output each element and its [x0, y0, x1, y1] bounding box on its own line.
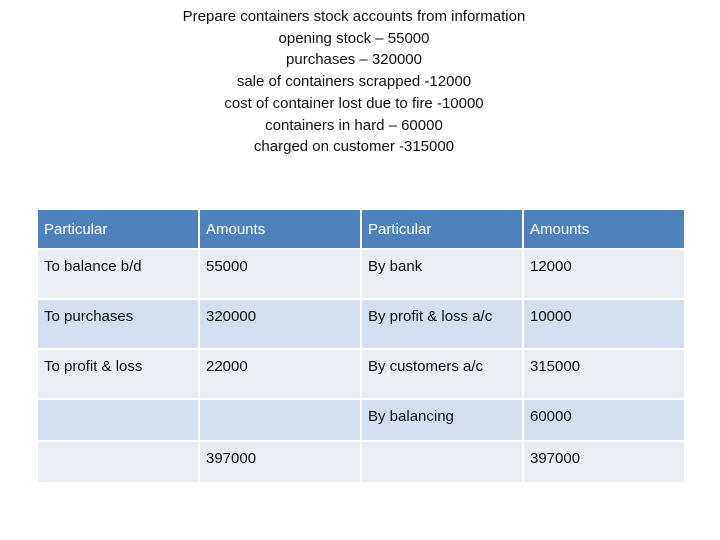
header-particular-debit: Particular — [38, 210, 198, 248]
question-opening-stock: opening stock – 55000 — [278, 29, 430, 47]
table-cell — [38, 442, 198, 482]
table-row — [38, 250, 684, 298]
table-cell: 320000 — [200, 300, 360, 348]
table-cell: By bank — [362, 250, 522, 298]
table-cell: To profit & loss — [38, 350, 198, 398]
table-row — [38, 400, 684, 440]
header-amounts-credit: Amounts — [524, 210, 684, 248]
table-row — [38, 300, 684, 348]
table-cell — [38, 400, 198, 440]
table-cell: 315000 — [524, 350, 684, 398]
table-cell: 22000 — [200, 350, 360, 398]
table-cell: To balance b/d — [38, 250, 198, 298]
total-credit: 397000 — [524, 442, 684, 482]
question-title: Prepare containers stock accounts from information — [182, 8, 526, 25]
header-particular-credit: Particular — [362, 210, 522, 248]
table-total-row — [38, 442, 684, 482]
table-row — [38, 350, 684, 398]
containers-stock-account-table — [36, 208, 686, 484]
table-cell: 12000 — [524, 250, 684, 298]
question-fire-loss: cost of container lost due to fire -10000 — [224, 94, 484, 112]
question-text — [0, 6, 708, 158]
question-purchases: purchases – 320000 — [286, 51, 422, 69]
total-debit: 397000 — [200, 442, 360, 482]
question-containers-in-hand: containers in hard – 60000 — [265, 116, 443, 134]
table-cell: 60000 — [524, 400, 684, 440]
table-cell: By profit & loss a/c — [362, 300, 522, 348]
question-charged-on-customer: charged on customer -315000 — [253, 138, 455, 156]
table-cell: By customers a/c — [362, 350, 522, 398]
table-cell — [362, 442, 522, 482]
table-cell — [200, 400, 360, 440]
table-cell: By balancing — [362, 400, 522, 440]
table-cell: 55000 — [200, 250, 360, 298]
table-cell: 10000 — [524, 300, 684, 348]
question-scrapped-sale: sale of containers scrapped -12000 — [236, 73, 472, 91]
header-amounts-debit: Amounts — [200, 210, 360, 248]
table-header-row — [38, 210, 684, 248]
table-cell: To purchases — [38, 300, 198, 348]
